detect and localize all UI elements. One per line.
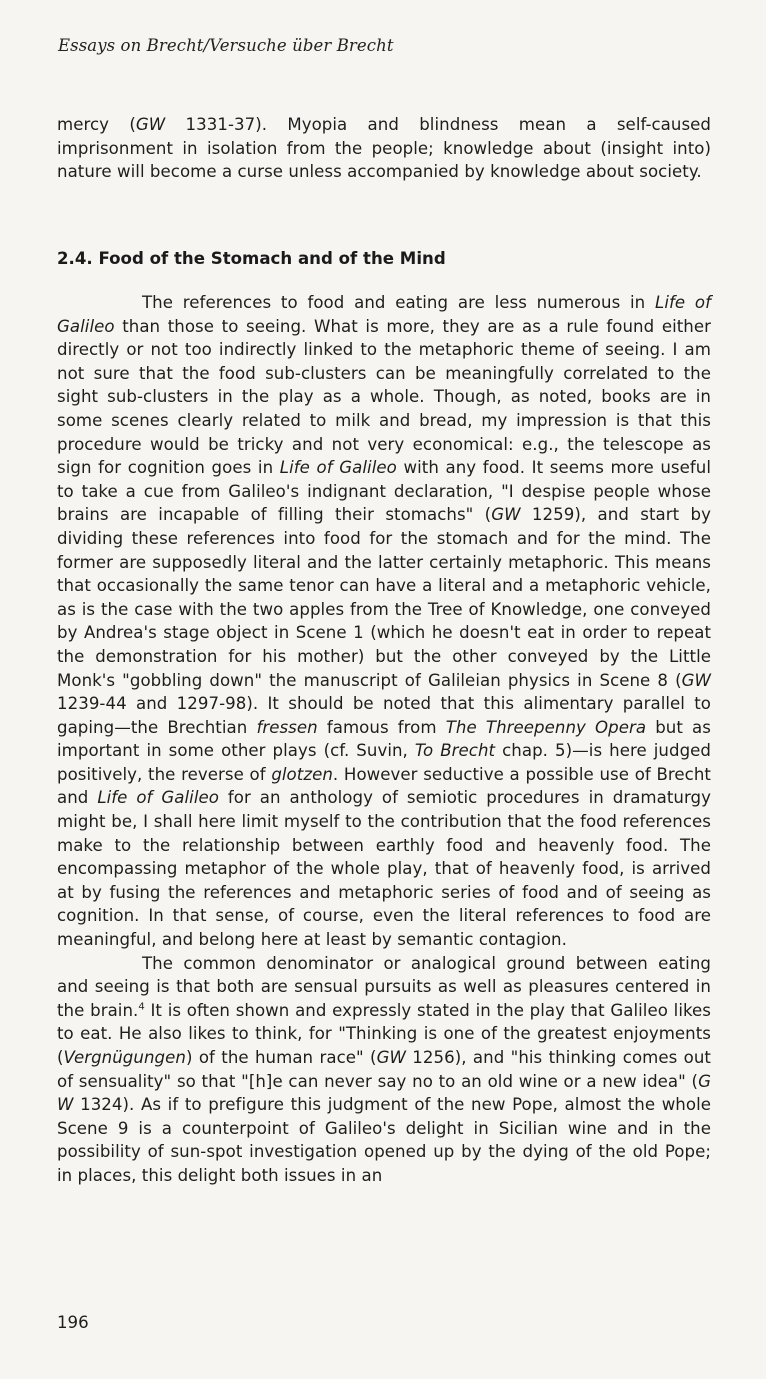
paragraph: The common denominator or analogical ground between eating and seeing is that both are sensual pursuits as well as pleasures centered in the brain.$^4$ It is often shown and expressly stated in the play that Galileo likes to eat. He also likes to think, for "Thinking is one of the greatest enjoyments (Vergnügungen) of the human race" (GW 1256), and "his thinking comes out of sensuality" so that "[h]e can never say no to an old wine or a new idea" (G W 1324). As if to prefigure this judgment of the new Pope, almost the whole Scene 9 is a counterpoint of Galileo's delight in Sicilian wine and in the possibility of sun-spot investigation opened up by the dying of the old Pope; in places, this delight both issues in an — [57, 953, 711, 1185]
page-number: 196 — [57, 1313, 89, 1332]
paragraph-continuation — [57, 113, 711, 184]
paragraph: The references to food and eating are less numerous in Life of Galileo than those to seeing. What is more, they are as a rule found either directly or not too indirectly linked to the metaphoric theme of seeing. I am not sure that the food sub-clusters can be meaningfully correlated to the sight sub-clusters in the play as a whole. Though, as noted, books are in some scenes clearly related to milk and bread, my impression is that this procedure would be tricky and not very economical: e.g., the telescope as sign for cognition goes in Life of Galileo with any food. It seems more useful to take a cue from Galileo's indignant declaration, "I despise people whose brains are incapable of filling their stomachs" (GW 1259), and start by dividing these references into food for the stomach and for the mind. The former are supposedly literal and the latter certainly metaphoric. This means that occasionally the same tenor can have a literal and a metaphoric vehicle, as is the case with the two apples from the Tree of Knowledge, one conveyed by Andrea's stage object in Scene 1 (which he doesn't eat in order to repeat the demonstration for his mother) but the other conveyed by the Little Monk's "gobbling down" the manuscript of Galileian physics in Scene 8 (GW 1239-44 and 1297-98). It should be noted that this alimentary parallel to gaping—the Brechtian fressen famous from The Threepenny Opera but as important in some other plays (cf. Suvin, To Brecht chap. 5)—is here judged positively, the reverse of glotzen. However seductive a possible use of Brecht and Life of Galileo for an anthology of semiotic procedures in dramaturgy might be, I shall here limit myself to the contribution that the food references make to the relationship between earthly food and heavenly food. The encompassing metaphor of the whole play, that of heavenly food, is arrived at by fusing the references and metaphoric series of food and of seeing as cognition. In that sense, of course, even the literal references to food are meaningful, and belong here at least by semantic contagion. — [57, 293, 712, 950]
running-head: Essays on Brecht/Versuche über Brecht — [58, 36, 394, 55]
paragraph: mercy (GW 1331-37). Myopia and blindness mean a self-caused imprisonment in isolation from the people; knowledge about (insight into) nature will become a curse unless accompanied by knowledge about society. — [57, 115, 711, 182]
section-heading: 2.4. Food of the Stomach and of the Mind — [57, 249, 446, 268]
footnote-marker[interactable]: 4 — [138, 1001, 145, 1013]
section-body — [57, 291, 711, 1188]
